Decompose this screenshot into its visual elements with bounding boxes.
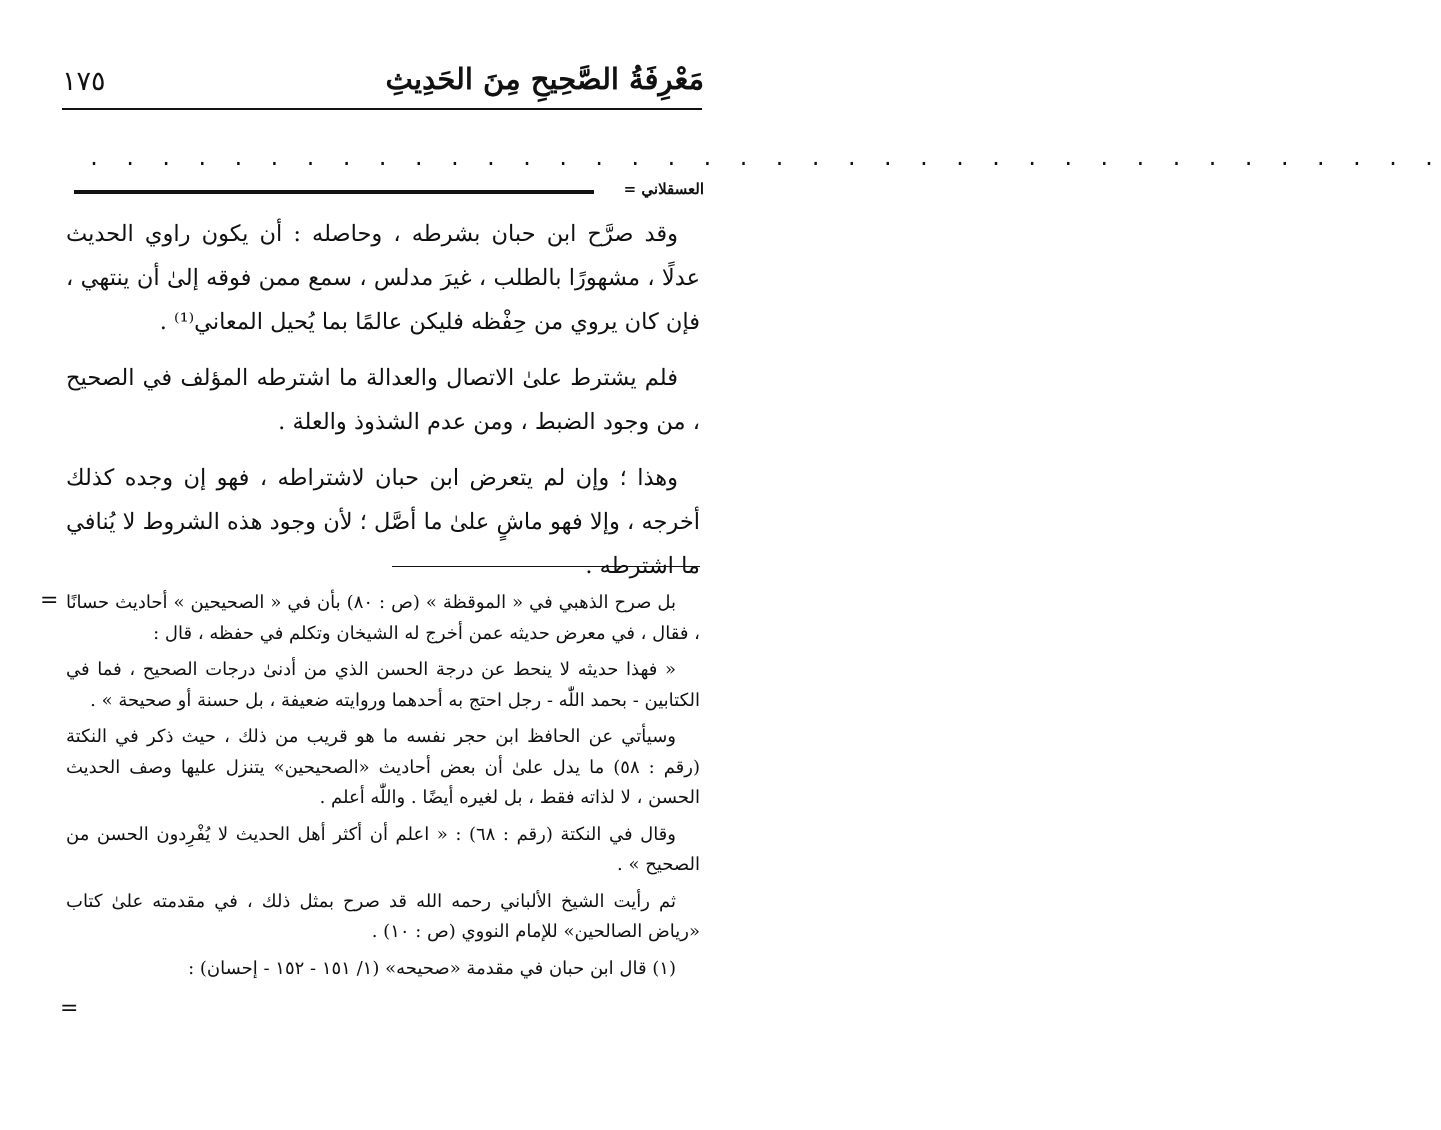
running-title: مَعْرِفَةُ الصَّحِيحِ مِنَ الحَدِيثِ xyxy=(385,62,704,96)
footnote-rule xyxy=(392,566,700,567)
main-paragraph: فلم يشترط علىٰ الاتصال والعدالة ما اشترطه المؤلف في الصحيح ، من وجود الضبط ، ومن عدم الشذوذ والعلة . xyxy=(66,365,700,435)
footnote-end-marker: = xyxy=(60,996,79,1021)
page-header xyxy=(62,62,704,108)
page-number: ١٧٥ xyxy=(62,66,106,97)
footnote-paragraph: بل صرح الذهبي في « الموقظة » (ص : ٨٠) بأن في « الصحيحين » أحاديث حسانًا ، فقال ، في معرض حديثه عمن أخرج له الشيخان وتكلم في حفظه ، قال : xyxy=(66,592,700,644)
footnote-paragraph: وسيأتي عن الحافظ ابن حجر نفسه ما هو قريب من ذلك ، حيث ذكر في النكتة (رقم : ٥٨) ما يدل علىٰ أن بعض أحاديث «الصحيحين» يتنزل عليها وصف الحديث الحسن ، لا لذاته فقط ، بل لغيره أيضًا . واللّٰه أعلم . xyxy=(66,726,700,808)
continuation-line xyxy=(74,180,704,206)
footnotes xyxy=(66,588,700,990)
footnote-1: (١) قال ابن حبان في مقدمة «صحيحه» (١/ ١٥١ - ١٥٢ - إحسان) : xyxy=(188,957,676,979)
dotted-separator: . . . . . . . . . . . . . . . . . . . . . . . . . . . . . . . . . . . . . . xyxy=(88,146,1441,170)
footnote-paragraph: « فهذا حديثه لا ينحط عن درجة الحسن الذي من أدنىٰ درجات الصحيح ، فما في الكتابين - بحمد اللّٰه - رجل احتج به أحدهما وروايته ضعيفة ، بل حسنة أو صحيحة » . xyxy=(66,659,700,711)
main-paragraph: وقد صرَّح ابن حبان بشرطه ، وحاصله : أن يكون راوي الحديث عدلًا ، مشهورًا بالطلب ، غيرَ مدلس ، سمع ممن فوقه إلىٰ أن ينتهي ، فإن كان يروي من حِفْظه فليكن عالمًا بما يُحيل المعاني⁽¹⁾ . xyxy=(66,221,700,335)
footnote-paragraph: ثم رأيت الشيخ الألباني رحمه الله قد صرح بمثل ذلك ، في مقدمته علىٰ كتاب «رياض الصالحين» للإمام النووي (ص : ١٠) . xyxy=(66,890,700,942)
footnote-paragraph: وقال في النكتة (رقم : ٦٨) : « اعلم أن أكثر أهل الحديث لا يُفْرِدون الحسن من الصحيح » . xyxy=(66,823,700,875)
main-paragraph: وهذا ؛ وإن لم يتعرض ابن حبان لاشتراطه ، فهو إن وجده كذلك أخرجه ، وإلا فهو ماشٍ علىٰ ما أصَّل ؛ لأن وجود هذه الشروط لا يُنافي ما اشترطه . xyxy=(66,465,700,579)
main-text xyxy=(66,212,700,600)
continuation-rule xyxy=(74,190,594,194)
continuation-word: العسقلاني = xyxy=(623,180,704,198)
header-rule xyxy=(62,108,702,110)
footnote-continuation-marker: = xyxy=(40,588,59,613)
